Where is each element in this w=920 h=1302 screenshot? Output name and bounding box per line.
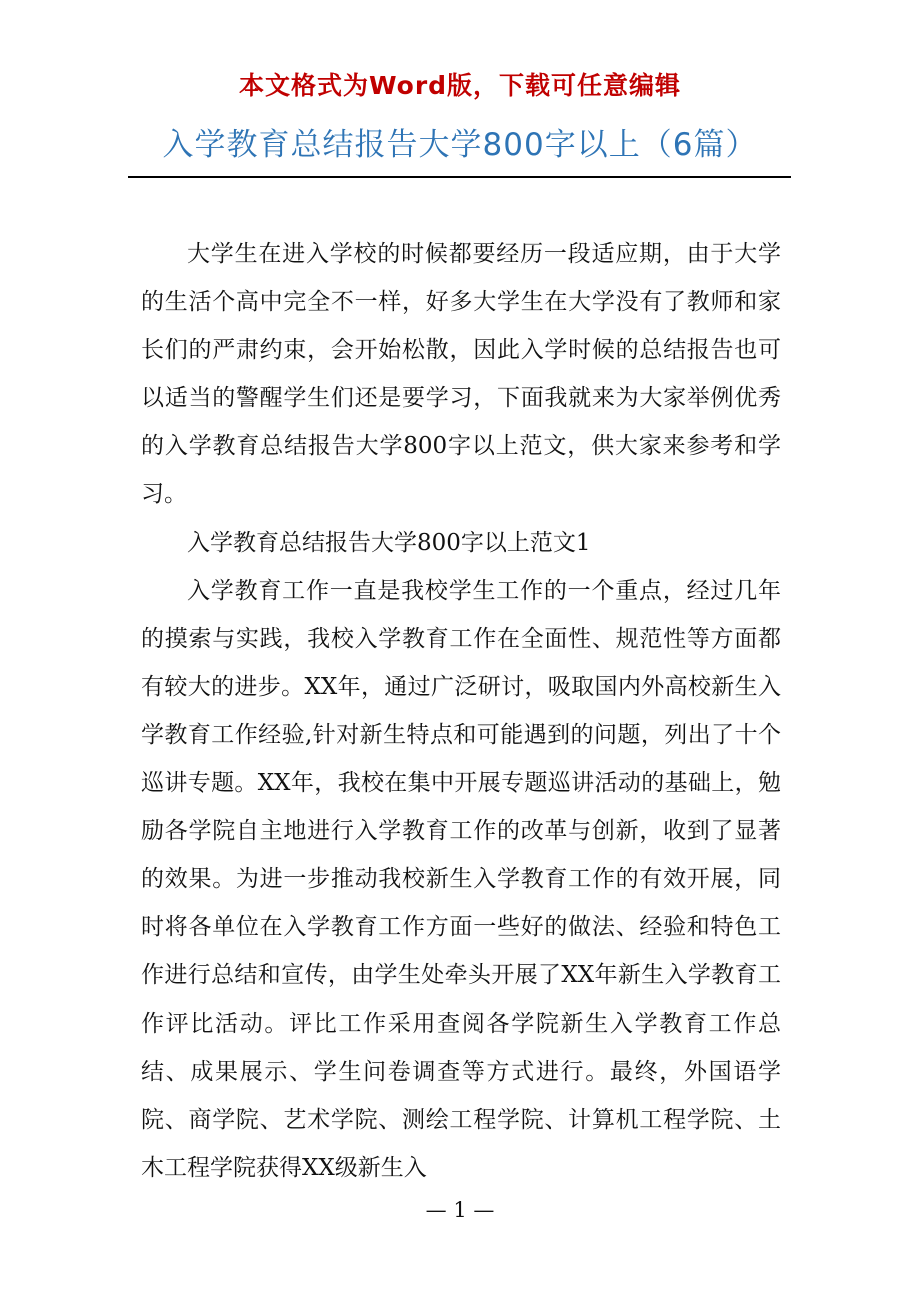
page-number: — 1 — <box>425 1198 495 1222</box>
section-heading: 入学教育总结报告大学800字以上范文1 <box>187 529 591 556</box>
intro-paragraph: 大学生在进入学校的时候都要经历一段适应期，由于大学的生活个高中完全不一样，好多大学生在大学没有了教师和家长们的严肃约束，会开始松散，因此入学时候的总结报告也可以适当的警醒学生们还是要学习，下面我就来为大家举例优秀的入学教育总结报告大学800字以上范文，供大家来参考和学习。 <box>141 241 781 508</box>
title-divider <box>128 176 791 178</box>
body-paragraph: 入学教育工作一直是我校学生工作的一个重点，经过几年的摸索与实践，我校入学教育工作在全面性、规范性等方面都有较大的进步。XX年，通过广泛研讨，吸取国内外高校新生入学教育工作经验,针对新生特点和可能遇到的问题，列出了十个巡讲专题。XX年，我校在集中开展专题巡讲活动的基础上，勉励各学院自主地进行入学教育工作的改革与创新，收到了显著的效果。为进一步推动我校新生入学教育工作的有效开展，同时将各单位在入学教育工作方面一些好的做法、经验和特色工作进行总结和宣传，由学生处牵头开展了XX年新生入学教育工作评比活动。评比工作采用查阅各学院新生入学教育工作总结、成果展示、学生问卷调查等方式进行。最终，外国语学院、商学院、艺术学院、测绘工程学院、计算机工程学院、土木工程学院获得XX级新生入 <box>141 577 781 1181</box>
document-title: 入学教育总结报告大学800字以上（6篇） <box>162 127 758 163</box>
format-notice-banner: 本文格式为Word版，下载可任意编辑 <box>238 71 682 100</box>
document-body <box>141 230 781 1192</box>
